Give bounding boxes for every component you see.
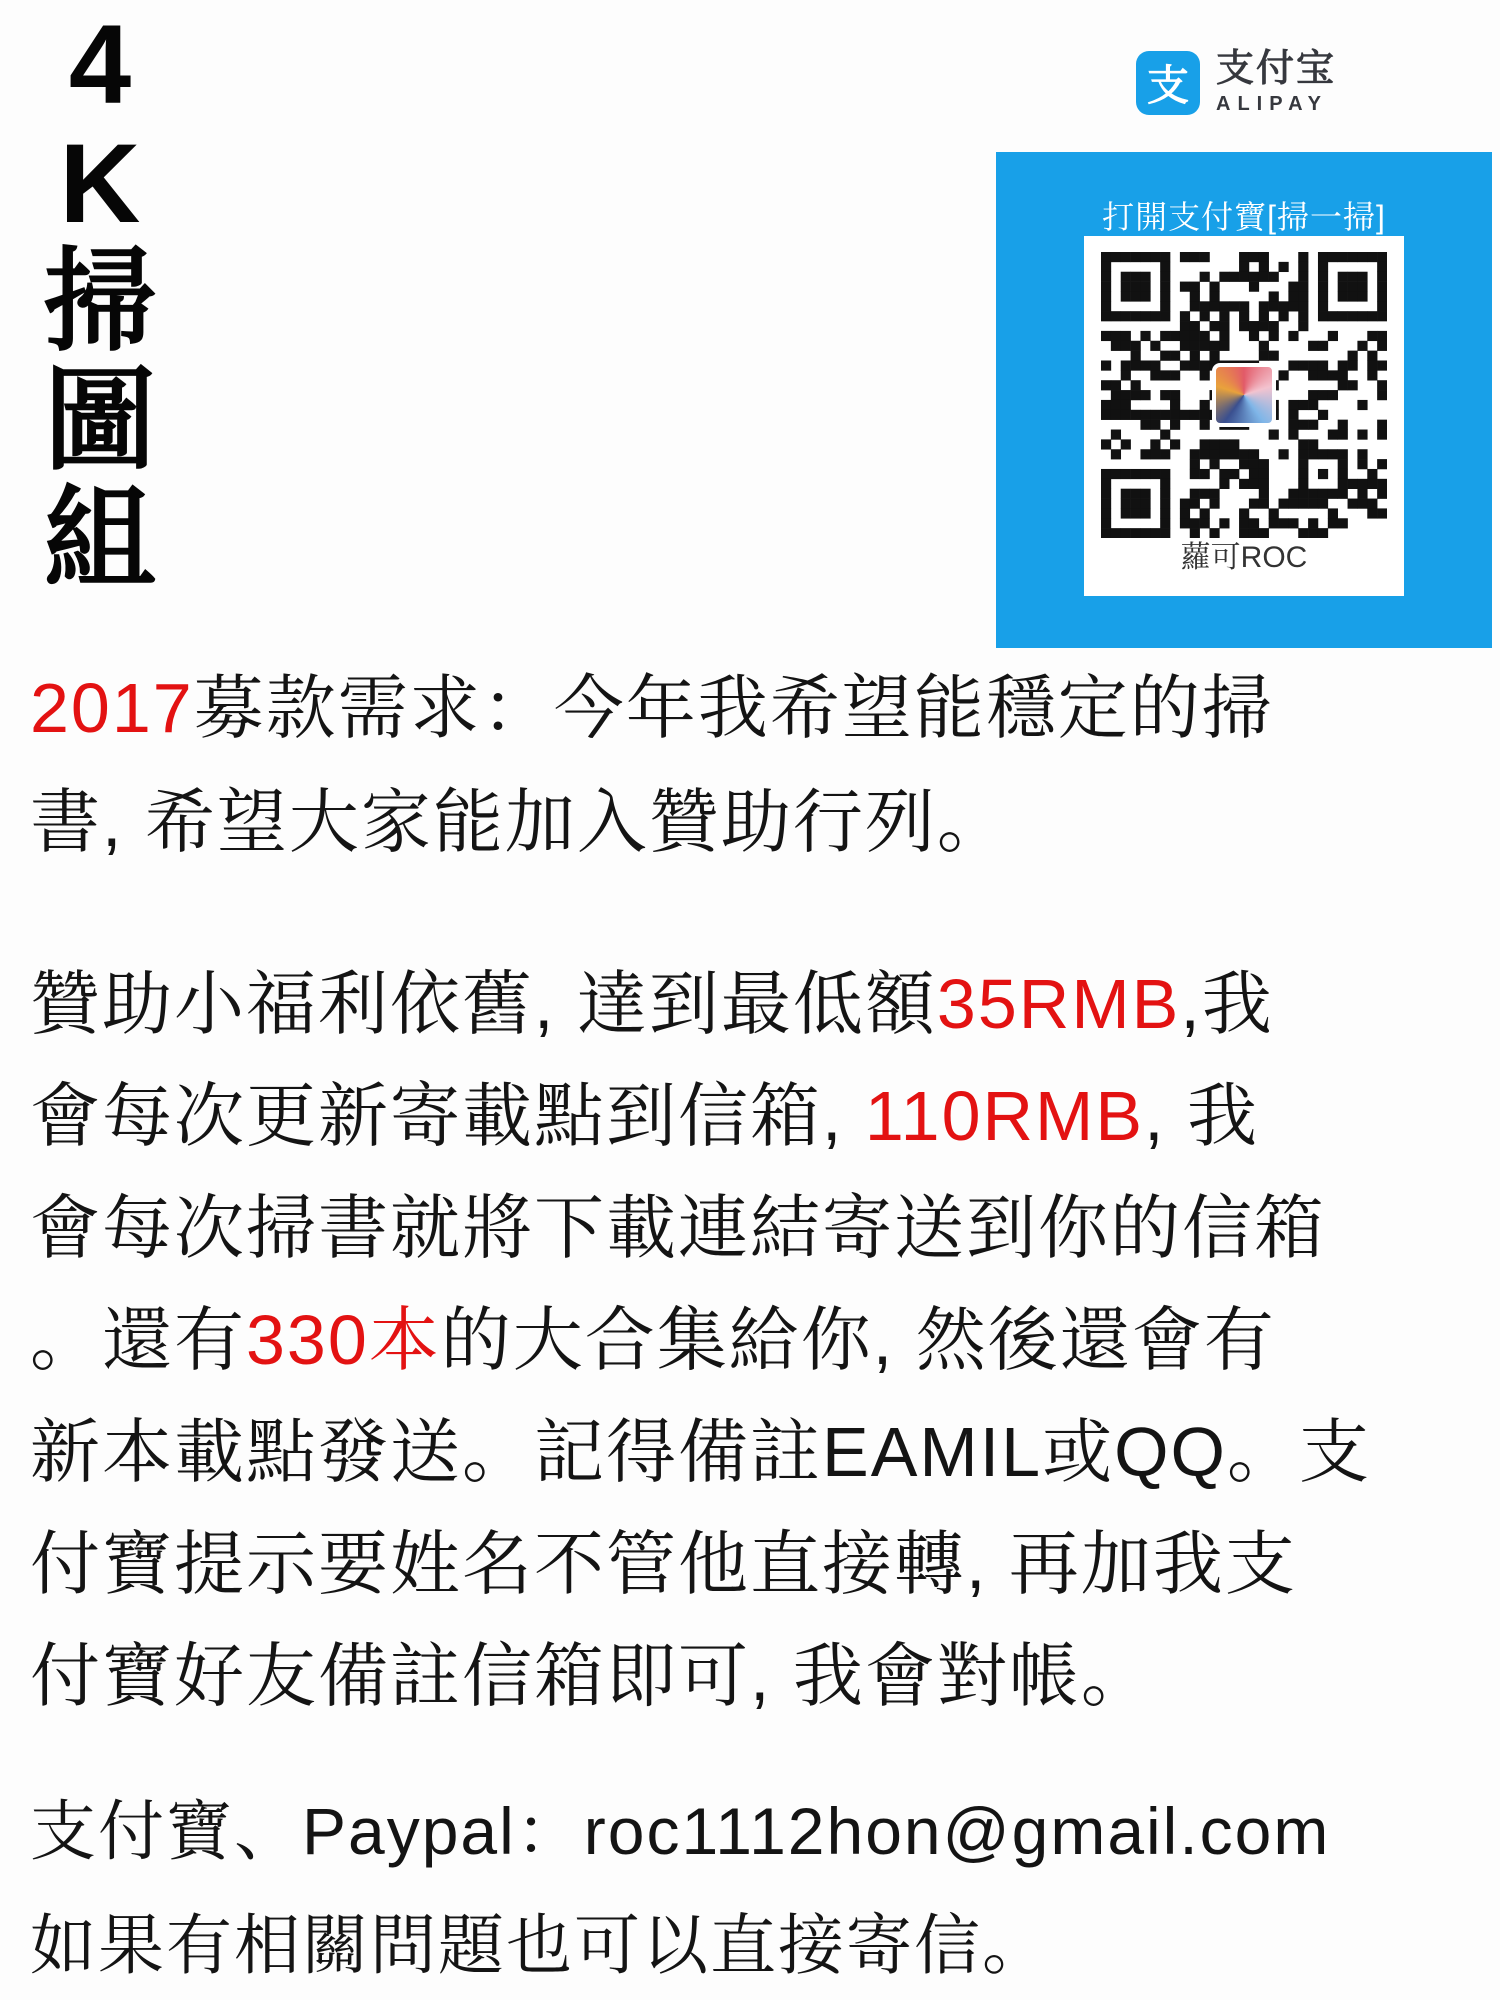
qr-center-avatar xyxy=(1212,363,1276,427)
text-segment: 。還有 xyxy=(30,1301,246,1379)
amount-110rmb: 110RMB xyxy=(864,1077,1145,1155)
text-segment: 贊助小福利依舊, 達到最低額 xyxy=(30,965,937,1043)
text-segment: 新本載點發送。記得備註EAMIL或QQ。支 xyxy=(30,1413,1371,1491)
text-segment: 會每次掃書就將下載連結寄送到你的信箱 xyxy=(30,1189,1326,1267)
qr-account-label: 蘿可ROC xyxy=(1180,541,1308,574)
alipay-qr-panel xyxy=(996,152,1492,648)
text-segment: 付寶好友備註信箱即可, 我會對帳。 xyxy=(30,1637,1153,1715)
qr-box xyxy=(1084,236,1404,596)
text-line xyxy=(30,1060,1259,1161)
text-segment: ,我 xyxy=(1180,965,1274,1043)
payment-accounts: 支付寶、Paypal：roc1112hon@gmail.com xyxy=(30,1794,1331,1868)
contact-note-line xyxy=(30,1892,1050,1987)
title-char: K xyxy=(59,120,141,246)
title-char: 4 xyxy=(68,2,132,127)
amount-35rmb: 35RMB xyxy=(936,965,1181,1043)
text-segment: 募款需求：今年我希望能穩定的掃 xyxy=(193,669,1274,747)
text-segment: 的大合集給你, 然後還會有 xyxy=(440,1301,1276,1379)
alipay-name-en: ALIPAY xyxy=(1216,92,1329,115)
count-330: 330本 xyxy=(246,1301,441,1379)
text-segment: 書, 希望大家能加入贊助行列。 xyxy=(30,783,1009,861)
text-segment: 如果有相關問題也可以直接寄信。 xyxy=(30,1908,1050,1982)
alipay-logo-icon: 支 xyxy=(1136,51,1200,115)
text-line xyxy=(30,1172,1326,1273)
text-line xyxy=(30,766,1009,867)
title-char: 掃 xyxy=(44,239,156,365)
payment-info-line xyxy=(30,1778,1330,1873)
text-line xyxy=(30,1396,1371,1497)
text-line xyxy=(30,652,1274,753)
text-line xyxy=(30,1284,1276,1385)
year-2017: 2017 xyxy=(30,669,194,747)
text-line xyxy=(30,1508,1297,1609)
alipay-brand xyxy=(1136,50,1336,116)
title-char: 組 xyxy=(44,476,156,602)
alipay-brand-text xyxy=(1216,50,1336,116)
text-line xyxy=(30,1620,1153,1721)
text-segment: 會每次更新寄載點到信箱, xyxy=(30,1077,865,1155)
vertical-title xyxy=(22,2,178,602)
text-line xyxy=(30,948,1274,1049)
text-segment: 付寶提示要姓名不管他直接轉, 再加我支 xyxy=(30,1525,1297,1603)
qr-panel-header: 打開支付寶[掃一掃] xyxy=(1102,199,1386,235)
alipay-name-cn: 支付宝 xyxy=(1216,48,1337,90)
title-char: 圖 xyxy=(44,358,156,484)
text-segment: , 我 xyxy=(1144,1077,1259,1155)
